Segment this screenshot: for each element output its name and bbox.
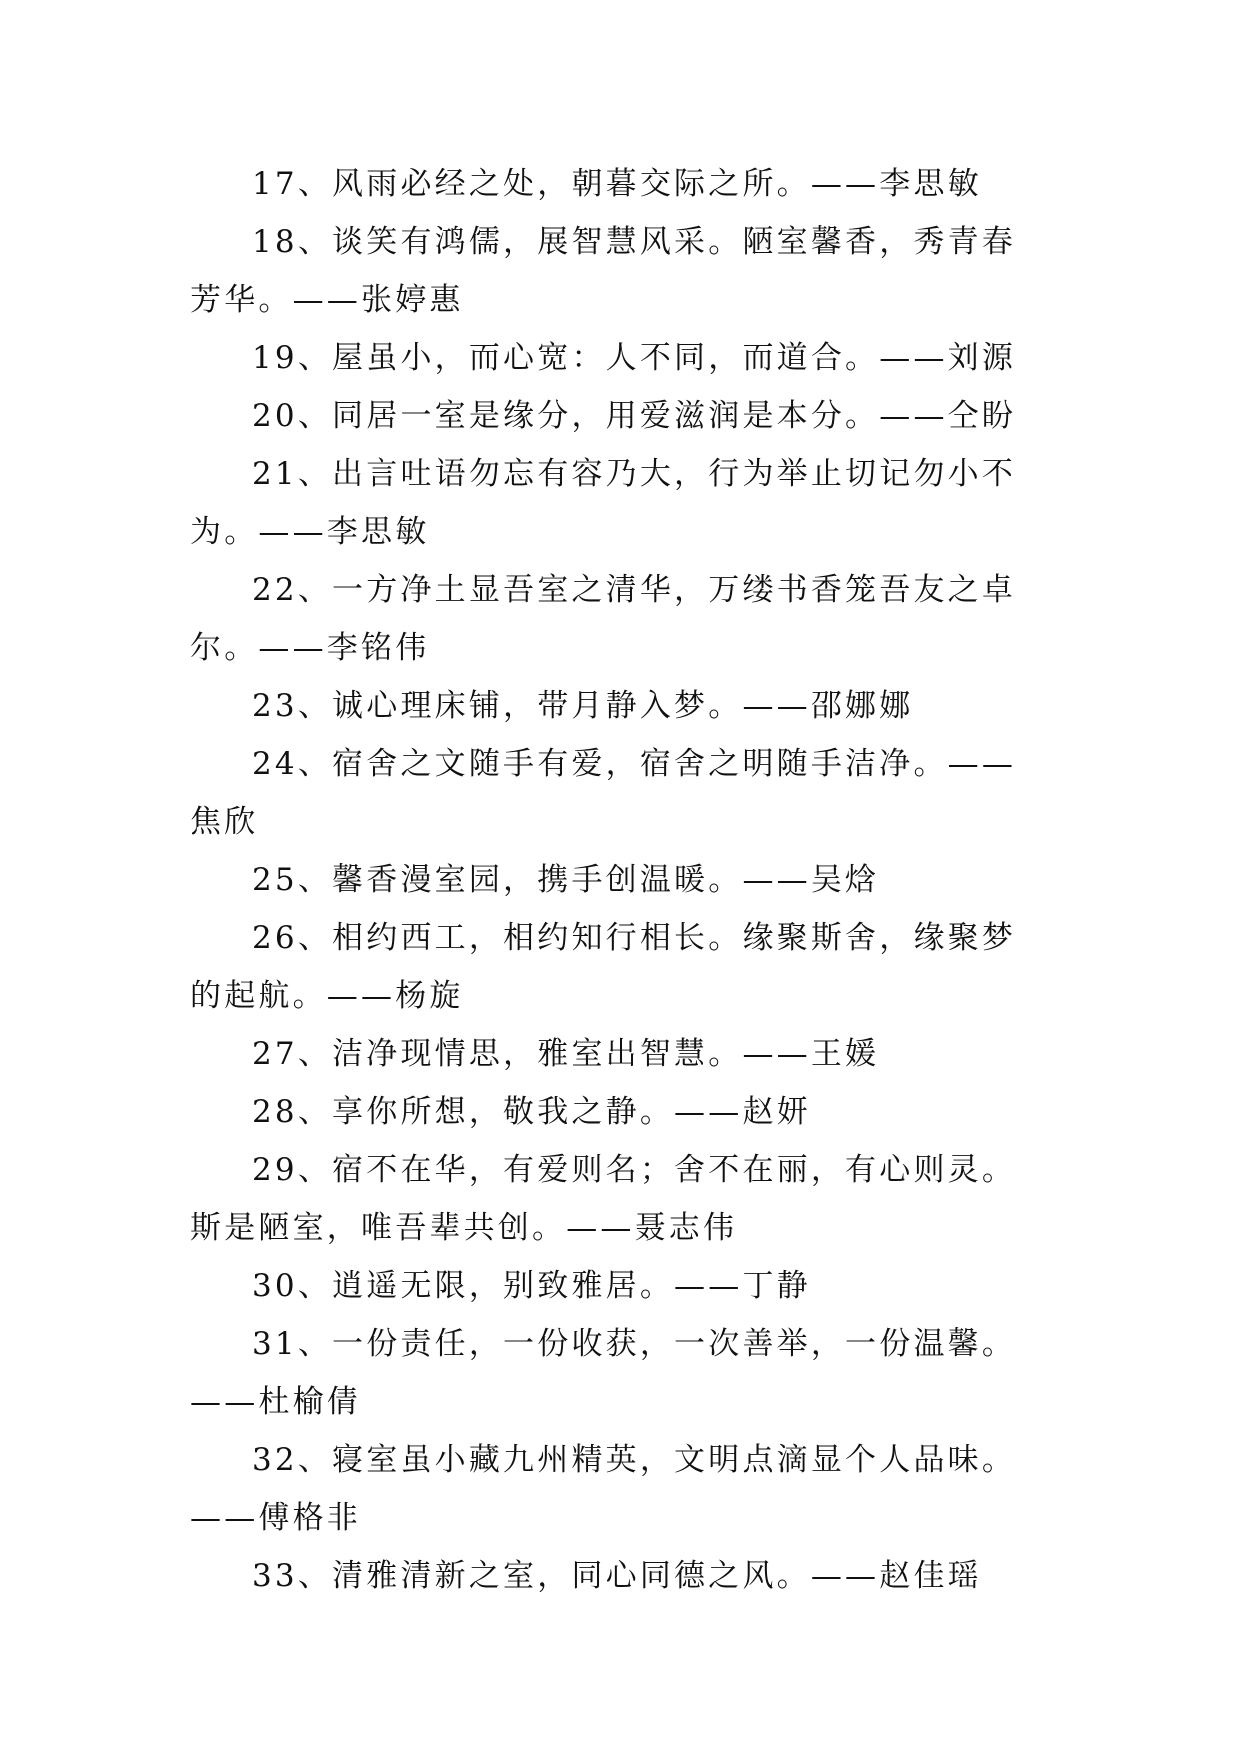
list-item: 32、寝室虽小藏九州精英，文明点滴显个人品味。——傅格非: [190, 1442, 1017, 1536]
list-item: 19、屋虽小，而心宽：人不同，而道合。——刘源: [252, 340, 1017, 376]
list-item: 29、宿不在华，有爱则名；舍不在丽，有心则灵。斯是陋室，唯吾辈共创。——聂志伟: [190, 1152, 1017, 1246]
list-item: 31、一份责任，一份收获，一次善举，一份温馨。——杜榆倩: [190, 1326, 1017, 1420]
list-item: 24、宿舍之文随手有爱，宿舍之明随手洁净。——焦欣: [190, 746, 1017, 840]
list-item: 27、洁净现情思，雅室出智慧。——王媛: [252, 1036, 880, 1072]
list-item: 30、逍遥无限，别致雅居。——丁静: [252, 1268, 811, 1304]
list-item: 33、清雅清新之室，同心同德之风。——赵佳瑶: [252, 1558, 982, 1594]
list-item: 17、风雨必经之处，朝暮交际之所。——李思敏: [252, 166, 982, 202]
list-item: 22、一方净土显吾室之清华，万缕书香笼吾友之卓尔。——李铭伟: [190, 572, 1017, 666]
entry-list: [190, 155, 1046, 1605]
list-item: 28、享你所想，敬我之静。——赵妍: [252, 1094, 811, 1130]
list-item: 20、同居一室是缘分，用爱滋润是本分。——仝盼: [252, 398, 1017, 434]
list-item: 18、谈笑有鸿儒，展智慧风采。陋室馨香，秀青春芳华。——张婷惠: [190, 224, 1017, 318]
list-item: 25、馨香漫室园，携手创温暖。——吴焓: [252, 862, 880, 898]
list-item: 26、相约西工，相约知行相长。缘聚斯舍，缘聚梦的起航。——杨旋: [190, 920, 1017, 1014]
list-item: 23、诚心理床铺，带月静入梦。——邵娜娜: [252, 688, 914, 724]
list-item: 21、出言吐语勿忘有容乃大，行为举止切记勿小不为。——李思敏: [190, 456, 1017, 550]
